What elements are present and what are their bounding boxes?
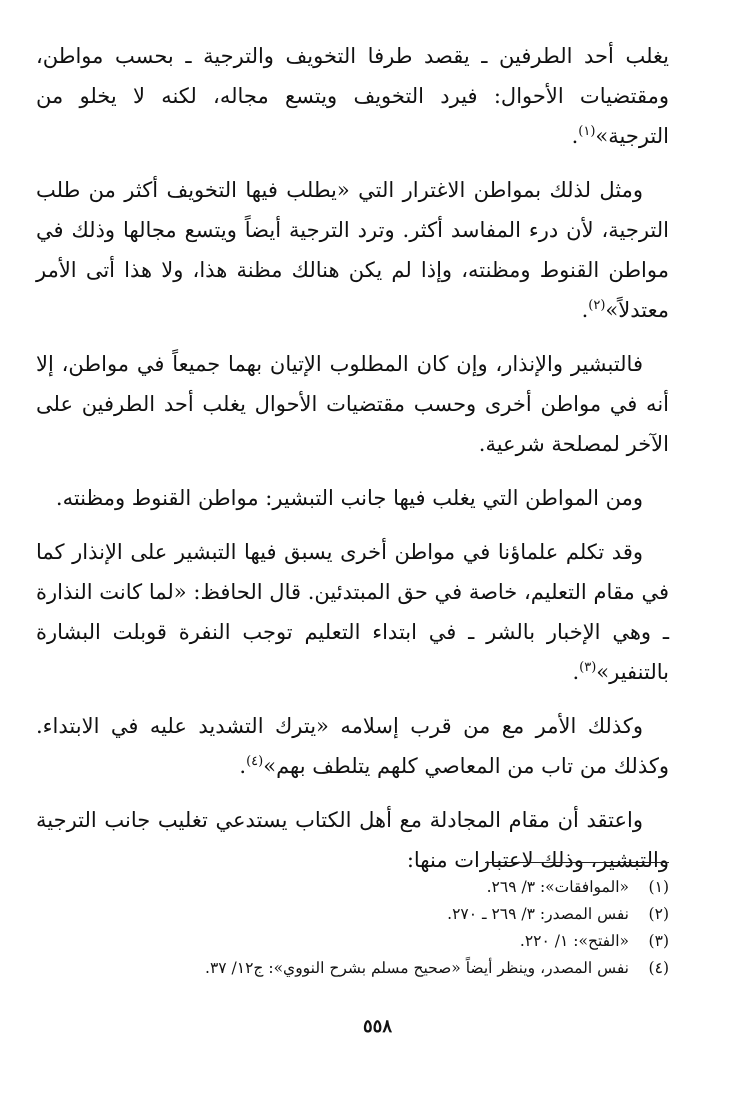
footnote [36,901,669,928]
footnote-number: (٤) [648,959,669,977]
paragraph: واعتقد أن مقام المجادلة مع أهل الكتاب يستدعي تغليب جانب الترجية والتبشير، وذلك لاعتبارات منها: [36,808,669,872]
footnote-text: نفس المصدر، وينظر أيضاً «صحيح مسلم بشرح النووي»: ج١٢/ ٣٧. [205,959,629,977]
footnote-number: (١) [648,878,669,896]
footnote-text: «الموافقات»: ٣/ ٢٦٩. [486,878,629,896]
paragraph: ومن المواطن التي يغلب فيها جانب التبشير: مواطن القنوط ومظنته. [55,486,643,510]
footnote-ref: (٤) [246,754,264,769]
footnote-ref: (١) [578,124,596,139]
footnote-divider [485,862,669,863]
paragraph: وقد تكلم علماؤنا في مواطن أخرى يسبق فيها التبشير على الإنذار كما في مقام التعليم، خاصة في حق المبتدئين. قال الحافظ: «لما كانت النذارة ـ وهي الإخبار بالشر ـ في ابتداء التعليم توجب النفرة قوبلت البشارة بالتنفير»$^{(٣)}$. [36,540,669,684]
main-text [36,36,669,894]
footnote-ref: (٣) [579,660,597,675]
footnote-text: «الفتح»: ١/ ٢٢٠. [519,932,629,950]
footnote-number: (٣) [648,932,669,950]
paragraph: يغلب أحد الطرفين ـ يقصد طرفا التخويف والترجية ـ بحسب مواطن، ومقتضيات الأحوال: فيرد التخويف ويتسع مجاله، لكنه لا يخلو من الترجية»$^{(١)}$. [36,44,669,148]
paragraph: فالتبشير والإنذار، وإن كان المطلوب الإتيان بهما جميعاً في مواطن، إلا أنه في مواطن أخرى وحسب مقتضيات الأحوال يغلب أحد الطرفين على الآخر لمصلحة شرعية. [36,352,669,456]
footnote-text: نفس المصدر: ٣/ ٢٦٩ ـ ٢٧٠. [447,905,629,923]
footnote [36,955,669,982]
paragraph: وكذلك الأمر مع من قرب إسلامه «يترك التشديد عليه في الابتداء. وكذلك من تاب من المعاصي كلهم يتلطف بهم»$^{(٤)}$. [36,714,669,778]
paragraph: ومثل لذلك بمواطن الاغترار التي «يطلب فيها التخويف أكثر من طلب الترجية، لأن درء المفاسد أكثر. وترد الترجية أيضاً ويتسع مجالها وذلك في مواطن القنوط ومظنته، وإذا لم يكن هنالك مظنة هذا، ولا هذا أتى الأمر معتدلاً»$^{(٢)}$. [36,178,669,322]
footnote [36,874,669,901]
footnote-number: (٢) [648,905,669,923]
footnotes [36,874,669,982]
footnote [36,928,669,955]
page-number: ٥٥٨ [362,1016,392,1037]
footnote-ref: (٢) [588,298,606,313]
